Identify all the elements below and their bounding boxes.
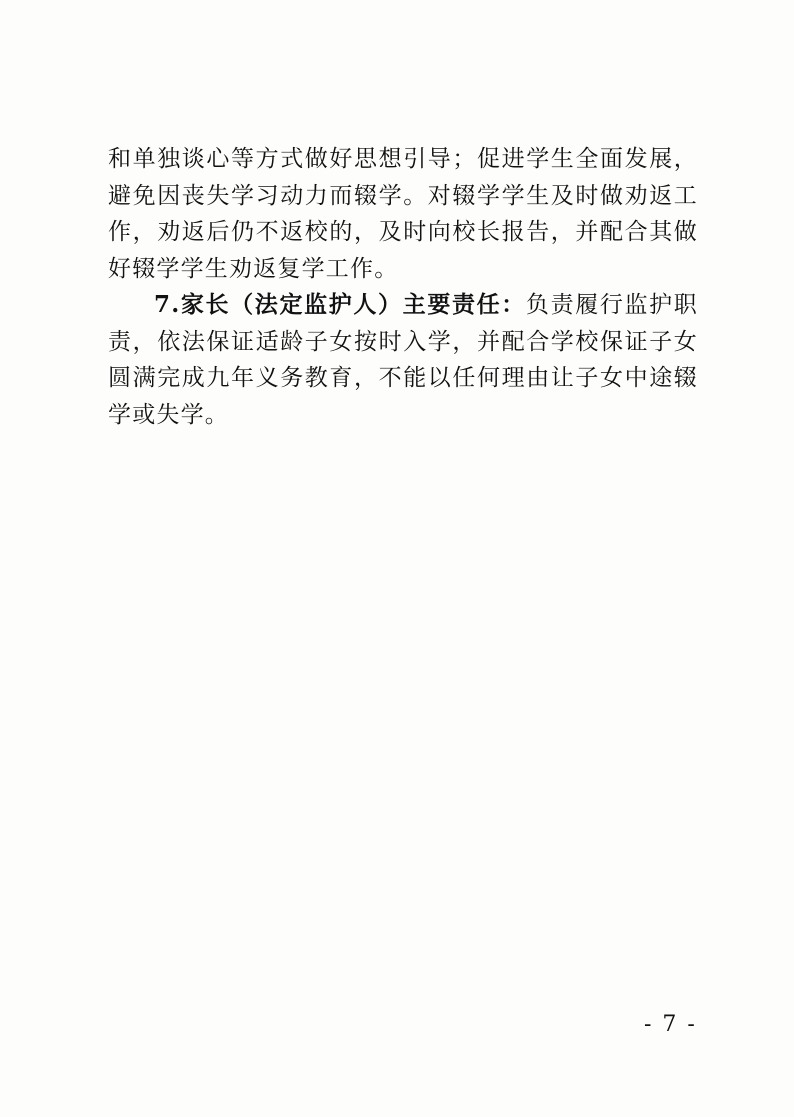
- page-number: - 7 -: [644, 1012, 697, 1037]
- paragraph-parent-responsibility: [108, 287, 698, 433]
- document-body: [108, 141, 698, 433]
- paragraph-heading: 7.家长（法定监护人）主要责任：: [154, 291, 526, 318]
- paragraph-continuation: [108, 141, 698, 287]
- paragraph-text: 和单独谈心等方式做好思想引导；促进学生全面发展，避免因丧失学习动力而辍学。对辍学学生及时做劝返工作，劝返后仍不返校的，及时向校长报告，并配合其做好辍学学生劝返复学工作。: [108, 146, 698, 282]
- paragraph-text: 负责履行监护职责，依法保证适龄子女按时入学，并配合学校保证子女圆满完成九年义务教育，不能以任何理由让子女中途辍学或失学。: [108, 292, 699, 428]
